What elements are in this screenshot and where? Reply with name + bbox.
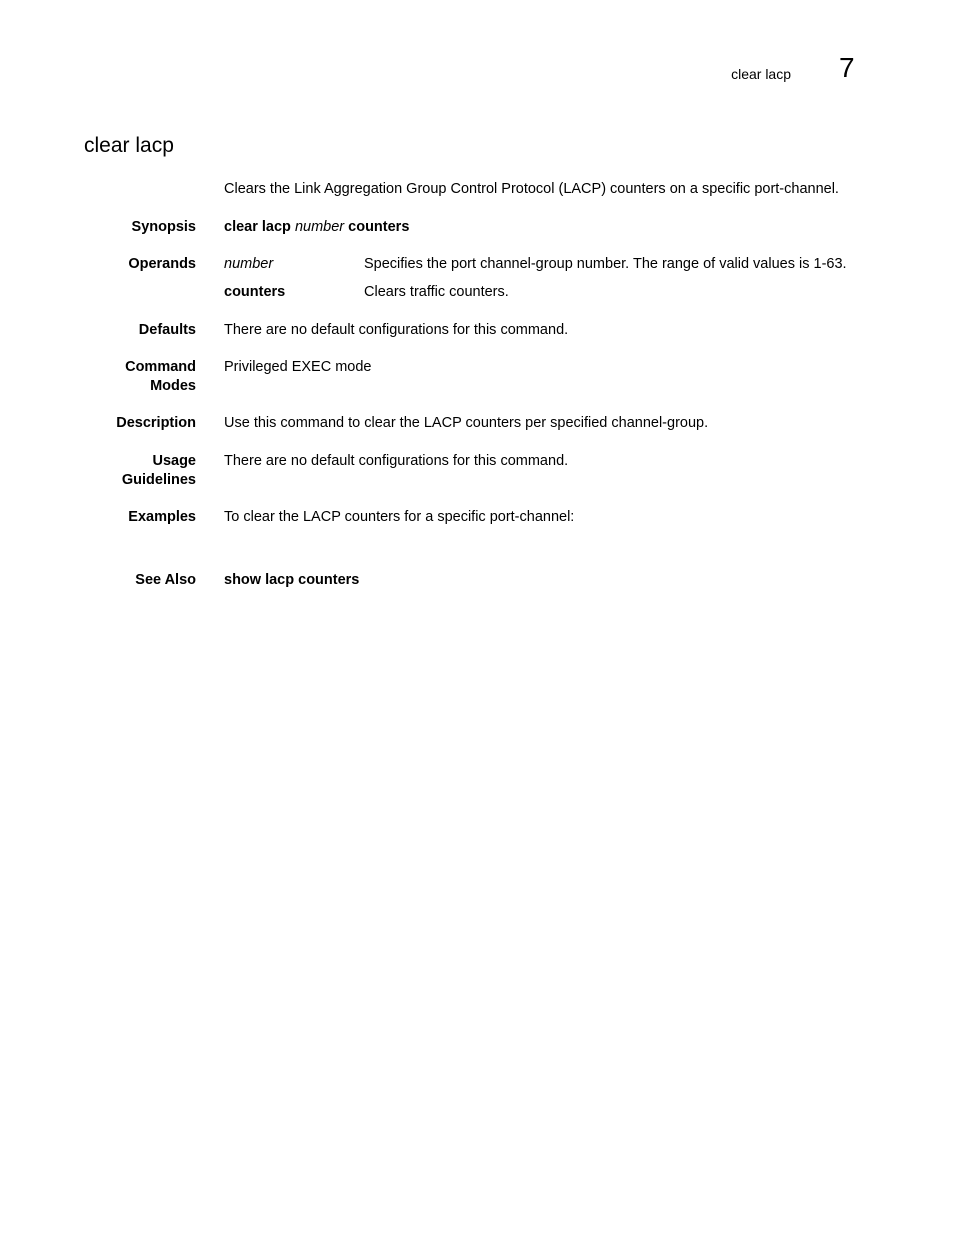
defaults-text: There are no default configurations for this command.: [224, 322, 569, 338]
operand-description: Specifies the port channel-group number. The range of valid values is 1-63.: [364, 256, 847, 272]
operand-description: Clears traffic counters.: [364, 284, 509, 300]
chapter-number: 7: [839, 52, 855, 83]
usage-guidelines-label-line1: Usage: [152, 453, 196, 469]
synopsis-argument: number: [294, 219, 345, 235]
command-modes-label-line2: Modes: [150, 378, 196, 394]
operand-name: number: [224, 256, 274, 272]
synopsis-command: clear lacp: [224, 219, 291, 235]
usage-guidelines-label-line2: Guidelines: [121, 472, 196, 488]
page-title: clear lacp: [84, 134, 174, 157]
description-label: Description: [116, 415, 196, 431]
description-text: Use this command to clear the LACP counters per specified channel-group.: [224, 415, 709, 431]
command-modes-text: Privileged EXEC mode: [224, 359, 372, 375]
command-modes-label-line1: Command: [125, 359, 196, 375]
usage-guidelines-text: There are no default configurations for this command.: [224, 453, 569, 469]
running-header-title: clear lacp: [731, 66, 791, 82]
examples-label: Examples: [128, 509, 196, 525]
intro-text: Clears the Link Aggregation Group Control Protocol (LACP) counters on a specific port-channel.: [224, 181, 839, 197]
examples-text: To clear the LACP counters for a specific port-channel:: [224, 509, 575, 525]
operands-label: Operands: [128, 256, 196, 272]
synopsis-content: [224, 218, 884, 237]
command-modes-label: [76, 358, 196, 396]
see-also-label: See Also: [135, 572, 196, 588]
synopsis-label: Synopsis: [131, 219, 196, 235]
usage-guidelines-label: [76, 452, 196, 490]
defaults-label: Defaults: [138, 322, 196, 338]
see-also-link[interactable]: show lacp counters: [224, 572, 360, 588]
synopsis-keyword: counters: [348, 219, 410, 235]
operand-name: counters: [224, 284, 286, 300]
